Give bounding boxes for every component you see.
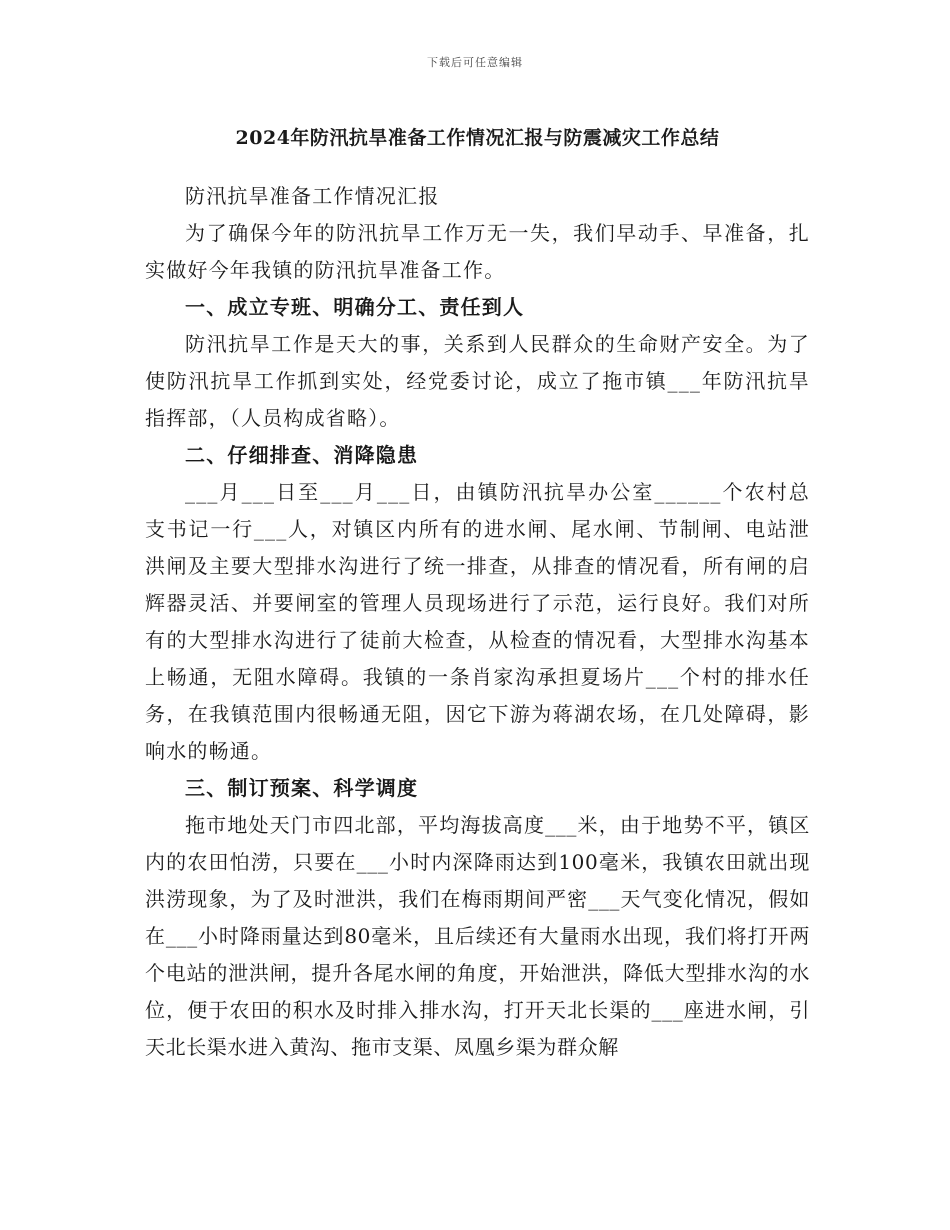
intro-paragraph: 为了确保今年的防汛抗旱工作万无一失，我们早动手、早准备，扎实做好今年我镇的防汛抗旱准备工作。 [145,221,810,282]
document-title: 2024年防汛抗旱准备工作情况汇报与防震减灾工作总结 [235,127,720,149]
section-3-body: 拖市地处天门市四北部，平均海拔高度___米，由于地势不平，镇区内的农田怕涝，只要在___小时内深降雨达到100毫米，我镇农田就出现洪涝现象，为了及时泄洪，我们在梅雨期间严密___天气变化情况，假如在___小时降雨量达到80毫米，且后续还有大量雨水出现，我们将打开两个电站的泄洪闸，提升各尾水闸的角度，开始泄洪，降低大型排水沟的水位，便于农田的积水及时排入排水沟，打开天北长渠的___座进水闸，引天北长渠水进入黄沟、拖市支渠、凤凰乡渠为群众解 [145,813,810,1059]
section-1-heading: 一、成立专班、明确分工、责任到人 [185,295,525,319]
section-2-heading: 二、仔细排查、消降隐患 [185,443,419,467]
download-note: 下载后可任意编辑 [427,56,523,69]
section-1-body: 防汛抗旱工作是天大的事，关系到人民群众的生命财产安全。为了使防汛抗旱工作抓到实处，经党委讨论，成立了拖市镇___年防汛抗旱指挥部，（人员构成省略）。 [145,332,810,430]
section-2-body: ___月___日至___月___日，由镇防汛抗旱办公室______个农村总支书记一行___人，对镇区内所有的进水闸、尾水闸、节制闸、电站泄洪闸及主要大型排水沟进行了统一排查，从排查的情况看，所有闸的启辉器灵活、并要闸室的管理人员现场进行了示范，运行良好。我们对所有的大型排水沟进行了徒前大检查，从检查的情况看，大型排水沟基本上畅通，无阻水障碍。我镇的一条肖家沟承担夏场片___个村的排水任务，在我镇范围内很畅通无阻，因它下游为蒋湖农场，在几处障碍，影响水的畅通。 [145,480,810,763]
document-subtitle: 防汛抗旱准备工作情况汇报 [185,184,440,208]
document-page [145,122,810,1066]
section-3-heading: 三、制订预案、科学调度 [185,776,419,800]
